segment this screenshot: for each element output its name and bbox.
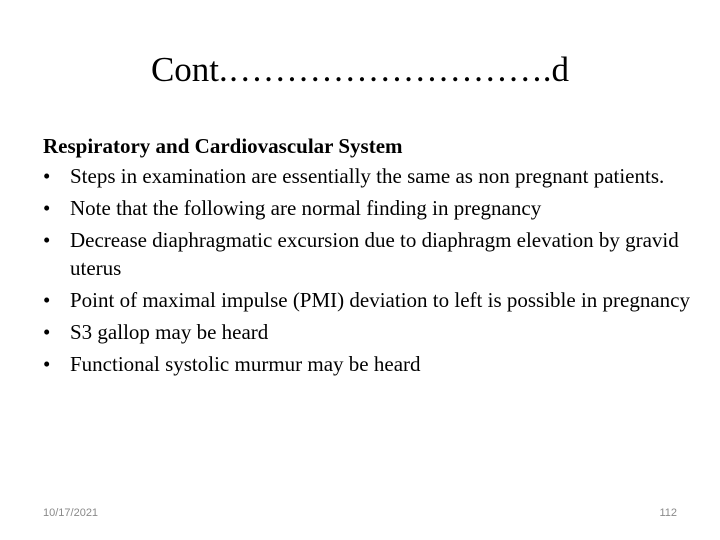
bullet-item (43, 194, 693, 222)
slide-title: Cont.……………………….d (150, 50, 570, 89)
bullet-text: Point of maximal impulse (PMI) deviation to left is possible in pregnancy (70, 288, 690, 312)
section-heading: Respiratory and Cardiovascular System (43, 134, 403, 158)
bullet-glyph: • (43, 164, 51, 188)
bullet-text: S3 gallop may be heard (70, 320, 269, 344)
bullet-text: Functional systolic murmur may be heard (70, 352, 421, 376)
bullet-item (43, 162, 693, 190)
footer-page-number: 112 (659, 507, 677, 519)
bullet-text: Steps in examination are essentially the same as non pregnant patients. (70, 164, 665, 188)
bullet-glyph: • (43, 320, 51, 344)
bullet-item (43, 318, 693, 346)
slide-content (43, 132, 693, 382)
bullet-glyph: • (43, 228, 51, 252)
bullet-item (43, 350, 693, 378)
bullet-glyph: • (43, 196, 51, 220)
bullet-glyph: • (43, 288, 51, 312)
bullet-glyph: • (43, 352, 51, 376)
bullet-item (43, 226, 693, 282)
bullet-list (43, 162, 693, 378)
bullet-text: Note that the following are normal finding in pregnancy (70, 196, 542, 220)
bullet-item (43, 286, 693, 314)
bullet-text: Decrease diaphragmatic excursion due to diaphragm elevation by gravid uterus (70, 228, 679, 280)
footer-date: 10/17/2021 (43, 507, 99, 519)
